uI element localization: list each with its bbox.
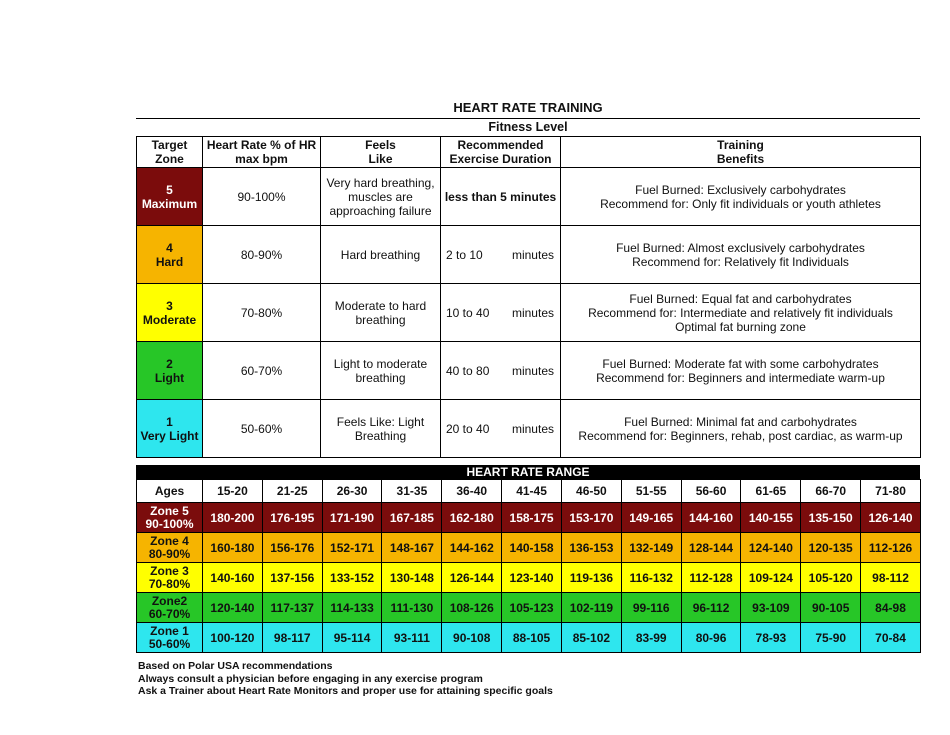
bpm-range: 78-93	[741, 623, 801, 653]
bpm-range: 140-155	[741, 503, 801, 533]
bpm-range: 162-180	[442, 503, 502, 533]
page-title: HEART RATE TRAINING	[453, 100, 603, 115]
zone-label: 2 Light	[137, 342, 203, 400]
zone-hr-percent: 70-80%	[203, 284, 321, 342]
zone-hr-percent: 80-90%	[203, 226, 321, 284]
bpm-range: 84-98	[861, 593, 921, 623]
zone-duration: 2 to 10 minutes	[441, 226, 561, 284]
ages-row	[137, 480, 921, 503]
bpm-range: 98-117	[262, 623, 322, 653]
bpm-range: 133-152	[322, 563, 382, 593]
age-range: 15-20	[203, 480, 263, 503]
benefit-line: Recommend for: Intermediate and relatively fit individuals	[588, 305, 893, 320]
range-row	[137, 503, 921, 533]
range-zone-label: Zone 1 50-60%	[137, 623, 203, 653]
note-line: Ask a Trainer about Heart Rate Monitors and proper use for attaining specific goals	[138, 685, 553, 697]
zone-feels-like: Moderate to hard breathing	[321, 284, 441, 342]
range-zone-label: Zone 3 70-80%	[137, 563, 203, 593]
bpm-range: 137-156	[262, 563, 322, 593]
header-hr: Heart Rate % of HR max bpm	[203, 137, 321, 168]
range-zone-label: Zone 5 90-100%	[137, 503, 203, 533]
benefit-line: Fuel Burned: Exclusively carbohydrates	[635, 182, 846, 197]
age-range: 41-45	[502, 480, 562, 503]
heart-rate-range-title: HEART RATE RANGE	[136, 465, 920, 479]
bpm-range: 128-144	[681, 533, 741, 563]
zone-feels-like: Hard breathing	[321, 226, 441, 284]
bpm-range: 117-137	[262, 593, 322, 623]
benefit-line: Fuel Burned: Minimal fat and carbohydrates	[624, 414, 857, 429]
age-range: 46-50	[561, 480, 621, 503]
bpm-range: 152-171	[322, 533, 382, 563]
zone-row	[137, 342, 921, 400]
bpm-range: 112-126	[861, 533, 921, 563]
zone-duration: less than 5 minutes	[441, 168, 561, 226]
ages-label: Ages	[137, 480, 203, 503]
zone-row	[137, 400, 921, 458]
bpm-range: 96-112	[681, 593, 741, 623]
benefit-line: Fuel Burned: Equal fat and carbohydrates	[629, 291, 852, 306]
bpm-range: 160-180	[203, 533, 263, 563]
bpm-range: 102-119	[561, 593, 621, 623]
age-range: 21-25	[262, 480, 322, 503]
bpm-range: 85-102	[561, 623, 621, 653]
bpm-range: 156-176	[262, 533, 322, 563]
bpm-range: 90-105	[801, 593, 861, 623]
zone-feels-like: Very hard breathing, muscles are approaching failure	[321, 168, 441, 226]
benefit-line: Recommend for: Only fit individuals or youth athletes	[600, 196, 881, 211]
bpm-range: 124-140	[741, 533, 801, 563]
note-line: Based on Polar USA recommendations	[138, 660, 333, 672]
header-feels: Feels Like	[321, 137, 441, 168]
zone-feels-like: Light to moderate breathing	[321, 342, 441, 400]
benefit-line: Recommend for: Relatively fit Individuals	[632, 254, 849, 269]
bpm-range: 83-99	[621, 623, 681, 653]
bpm-range: 130-148	[382, 563, 442, 593]
bpm-range: 80-96	[681, 623, 741, 653]
bpm-range: 126-140	[861, 503, 921, 533]
range-row	[137, 533, 921, 563]
bpm-range: 105-120	[801, 563, 861, 593]
age-range: 26-30	[322, 480, 382, 503]
age-range: 61-65	[741, 480, 801, 503]
bpm-range: 109-124	[741, 563, 801, 593]
bpm-range: 144-162	[442, 533, 502, 563]
zone-row	[137, 168, 921, 226]
fitness-level-subtitle: Fitness Level	[136, 118, 920, 136]
zone-row	[137, 226, 921, 284]
header-benefits: Training Benefits	[561, 137, 921, 168]
age-range: 66-70	[801, 480, 861, 503]
bpm-range: 171-190	[322, 503, 382, 533]
header-row	[137, 137, 921, 168]
bpm-range: 167-185	[382, 503, 442, 533]
bpm-range: 88-105	[502, 623, 562, 653]
bpm-range: 148-167	[382, 533, 442, 563]
bpm-range: 114-133	[322, 593, 382, 623]
bpm-range: 120-140	[203, 593, 263, 623]
training-zones-table	[136, 136, 921, 458]
zone-benefits	[561, 226, 921, 284]
zone-duration: 40 to 80 minutes	[441, 342, 561, 400]
bpm-range: 90-108	[442, 623, 502, 653]
zone-label: 3 Moderate	[137, 284, 203, 342]
bpm-range: 136-153	[561, 533, 621, 563]
bpm-range: 95-114	[322, 623, 382, 653]
bpm-range: 98-112	[861, 563, 921, 593]
bpm-range: 70-84	[861, 623, 921, 653]
range-row	[137, 593, 921, 623]
age-range: 36-40	[442, 480, 502, 503]
zone-benefits	[561, 400, 921, 458]
note-line: Always consult a physician before engaging in any exercise program	[138, 672, 483, 685]
benefit-line: Recommend for: Beginners and intermediate warm-up	[596, 370, 885, 385]
zone-benefits	[561, 284, 921, 342]
bpm-range: 111-130	[382, 593, 442, 623]
benefit-line: Fuel Burned: Moderate fat with some carbohydrates	[602, 356, 879, 371]
zone-feels-like: Feels Like: Light Breathing	[321, 400, 441, 458]
bpm-range: 93-109	[741, 593, 801, 623]
zone-benefits	[561, 342, 921, 400]
zone-label: 1 Very Light	[137, 400, 203, 458]
zone-duration: 10 to 40 minutes	[441, 284, 561, 342]
bpm-range: 126-144	[442, 563, 502, 593]
footnotes	[138, 660, 553, 698]
header-duration: Recommended Exercise Duration	[441, 137, 561, 168]
bpm-range: 135-150	[801, 503, 861, 533]
age-range: 56-60	[681, 480, 741, 503]
heart-rate-range-table	[136, 479, 921, 653]
bpm-range: 108-126	[442, 593, 502, 623]
benefit-line: Fuel Burned: Almost exclusively carbohydrates	[616, 240, 865, 255]
bpm-range: 93-111	[382, 623, 442, 653]
bpm-range: 123-140	[502, 563, 562, 593]
bpm-range: 180-200	[203, 503, 263, 533]
bpm-range: 112-128	[681, 563, 741, 593]
zone-hr-percent: 60-70%	[203, 342, 321, 400]
bpm-range: 144-160	[681, 503, 741, 533]
range-row	[137, 563, 921, 593]
zone-benefits	[561, 168, 921, 226]
zone-label: 5 Maximum	[137, 168, 203, 226]
bpm-range: 149-165	[621, 503, 681, 533]
zone-label: 4 Hard	[137, 226, 203, 284]
bpm-range: 140-160	[203, 563, 263, 593]
benefit-line: Recommend for: Beginners, rehab, post cardiac, as warm-up	[578, 428, 903, 443]
bpm-range: 176-195	[262, 503, 322, 533]
range-zone-label: Zone2 60-70%	[137, 593, 203, 623]
bpm-range: 100-120	[203, 623, 263, 653]
age-range: 71-80	[861, 480, 921, 503]
age-range: 51-55	[621, 480, 681, 503]
zone-hr-percent: 50-60%	[203, 400, 321, 458]
bpm-range: 99-116	[621, 593, 681, 623]
bpm-range: 132-149	[621, 533, 681, 563]
bpm-range: 140-158	[502, 533, 562, 563]
bpm-range: 119-136	[561, 563, 621, 593]
zone-hr-percent: 90-100%	[203, 168, 321, 226]
bpm-range: 116-132	[621, 563, 681, 593]
bpm-range: 105-123	[502, 593, 562, 623]
bpm-range: 75-90	[801, 623, 861, 653]
bpm-range: 153-170	[561, 503, 621, 533]
bpm-range: 120-135	[801, 533, 861, 563]
range-zone-label: Zone 4 80-90%	[137, 533, 203, 563]
header-zone: Target Zone	[137, 137, 203, 168]
range-row	[137, 623, 921, 653]
benefit-line: Optimal fat burning zone	[675, 319, 806, 334]
zone-row	[137, 284, 921, 342]
age-range: 31-35	[382, 480, 442, 503]
bpm-range: 158-175	[502, 503, 562, 533]
zone-duration: 20 to 40 minutes	[441, 400, 561, 458]
